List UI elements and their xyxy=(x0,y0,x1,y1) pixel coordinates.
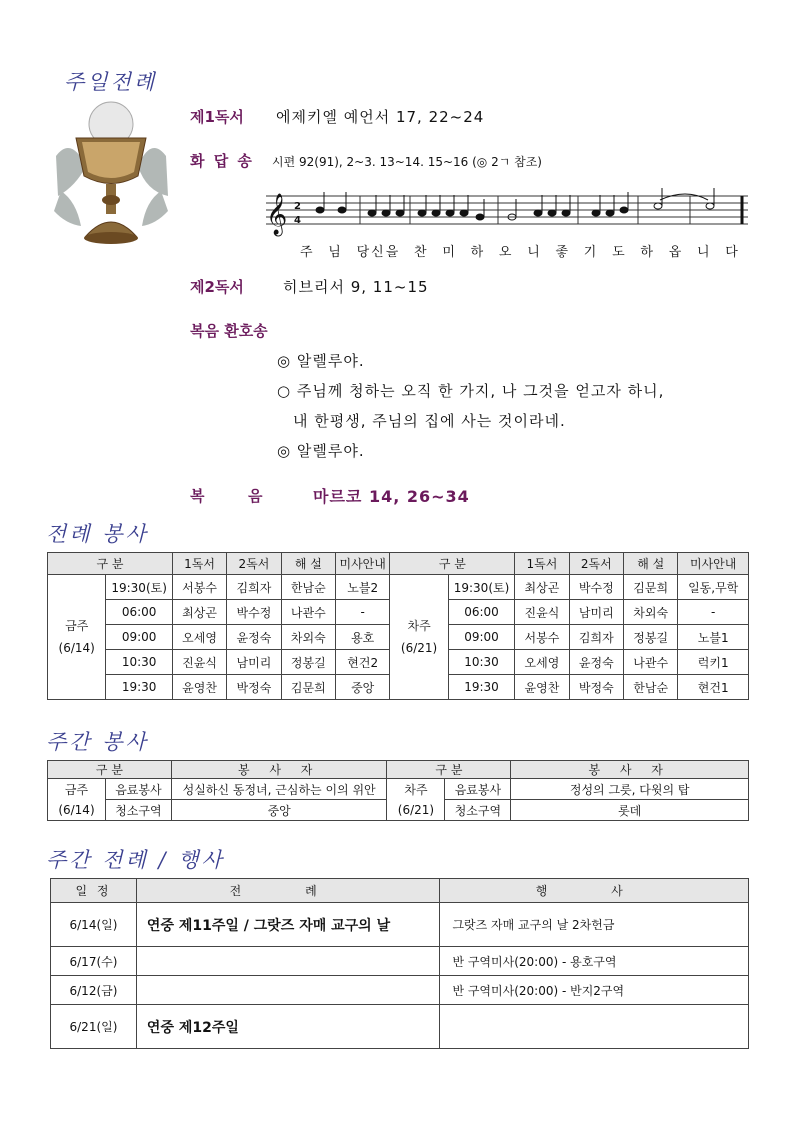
table-cell: 나관수 xyxy=(624,650,678,675)
table-cell: 최상곤 xyxy=(172,600,226,625)
event-activity: 반 구역미사(20:00) - 용호구역 xyxy=(440,947,749,976)
acclamation-label: 복음 환호송 xyxy=(190,322,268,340)
table-cell: 김희자 xyxy=(227,575,281,600)
event-activity xyxy=(440,1005,749,1049)
header-cell: 행 사 xyxy=(440,879,749,903)
table-cell: 남미리 xyxy=(227,650,281,675)
music-staff xyxy=(262,188,752,238)
table-cell: 19:30 xyxy=(106,675,172,700)
table-header-row xyxy=(48,553,749,575)
table-cell: 10:30 xyxy=(448,650,514,675)
chalice-icon xyxy=(46,96,176,256)
table-cell: 럭키1 xyxy=(678,650,749,675)
lyric-syllable: 하 xyxy=(640,245,655,260)
table-cell: 일동,무학 xyxy=(678,575,749,600)
table-cell: 김희자 xyxy=(569,625,623,650)
lyric-syllable: 옵 xyxy=(668,245,684,260)
table-cell: 06:00 xyxy=(106,600,172,625)
lyric-syllable: 하 xyxy=(470,245,486,260)
acclamation-line: ◎ 알렐루야. xyxy=(277,442,365,460)
week-label: 차주 xyxy=(407,619,431,633)
table-cell: 정봉길 xyxy=(624,625,678,650)
event-date: 6/21(일) xyxy=(51,1005,137,1049)
weekly-service-table xyxy=(47,760,749,821)
table-cell: 09:00 xyxy=(448,625,514,650)
table-cell: 박정숙 xyxy=(569,675,623,700)
table-cell: 나관수 xyxy=(281,600,335,625)
header-cell: 구 분 xyxy=(387,761,511,779)
table-cell: 윤정숙 xyxy=(227,625,281,650)
table-cell: 남미리 xyxy=(569,600,623,625)
section-title-weekly-events: 주간 전례 / 행사 xyxy=(46,848,225,872)
lyric-syllable: 오 xyxy=(498,245,514,260)
table-cell: 윤영찬 xyxy=(172,675,226,700)
table-cell: 중앙 xyxy=(171,800,387,821)
header-cell: 구 분 xyxy=(48,761,172,779)
event-liturgy: 연중 제12주일 xyxy=(136,1005,440,1049)
liturgy-service-table xyxy=(47,552,749,700)
header-cell: 구 분 xyxy=(390,553,515,575)
table-cell: 박정숙 xyxy=(227,675,281,700)
event-date: 6/14(일) xyxy=(51,903,137,947)
header-cell: 미사안내 xyxy=(678,553,749,575)
event-date: 6/12(금) xyxy=(51,976,137,1005)
weekly-events-table xyxy=(50,878,749,1049)
week-cell xyxy=(387,779,445,821)
table-cell: 윤영찬 xyxy=(515,675,569,700)
first-reading-text: 에제키엘 예언서 17, 22~24 xyxy=(276,108,485,126)
lyric-syllable: 미 xyxy=(442,245,457,260)
table-cell: 청소구역 xyxy=(105,800,171,821)
event-date: 6/17(수) xyxy=(51,947,137,976)
week-label: 차주 xyxy=(404,782,428,797)
event-liturgy xyxy=(136,947,440,976)
week-label: 금주 xyxy=(65,619,89,633)
second-reading-label: 제2독서 xyxy=(190,278,244,296)
table-cell: 중앙 xyxy=(336,675,390,700)
header-cell: 해 설 xyxy=(281,553,335,575)
table-cell: 진윤식 xyxy=(172,650,226,675)
lyric-syllable: 니 xyxy=(696,245,712,260)
week-cell xyxy=(390,575,448,700)
header-cell: 전 례 xyxy=(136,879,440,903)
table-cell: - xyxy=(678,600,749,625)
table-cell: 차외숙 xyxy=(624,600,678,625)
table-cell: 박수정 xyxy=(569,575,623,600)
table-cell: 박수정 xyxy=(227,600,281,625)
table-cell: 진윤식 xyxy=(515,600,569,625)
table-cell: 최상곤 xyxy=(515,575,569,600)
psalm-text: 시편 92(91), 2~3. 13~14. 15~16 (◎ 2ㄱ 참조) xyxy=(272,155,542,169)
table-cell: 차외숙 xyxy=(281,625,335,650)
table-row xyxy=(48,575,749,600)
second-reading-text: 히브리서 9, 11~15 xyxy=(283,278,429,296)
header-cell: 봉 사 자 xyxy=(511,761,749,779)
table-cell: 06:00 xyxy=(448,600,514,625)
week-date: (6/14) xyxy=(58,802,95,817)
gospel-label-1: 복 xyxy=(190,487,205,505)
section-title-weekly-service: 주간 봉사 xyxy=(46,730,149,754)
table-cell: 오세영 xyxy=(172,625,226,650)
table-header-row xyxy=(48,761,749,779)
week-date: (6/21) xyxy=(397,802,435,817)
event-activity: 반 구역미사(20:00) - 반지2구역 xyxy=(440,976,749,1005)
week-label: 금주 xyxy=(64,782,89,797)
table-cell: 성실하신 동정녀, 근심하는 이의 위안 xyxy=(171,779,387,800)
week-date: (6/21) xyxy=(400,641,438,655)
event-activity: 그랏즈 자매 교구의 날 2차헌금 xyxy=(440,903,749,947)
table-cell: 19:30(토) xyxy=(106,575,172,600)
table-cell: 용호 xyxy=(336,625,390,650)
header-cell: 미사안내 xyxy=(336,553,390,575)
svg-text:2: 2 xyxy=(294,201,301,212)
table-cell: 한남순 xyxy=(281,575,335,600)
table-row xyxy=(51,976,749,1005)
psalm-label: 화 답 송 xyxy=(190,152,254,170)
table-cell: - xyxy=(336,600,390,625)
acclamation-line: ○ 주님께 청하는 오직 한 가지, 나 그것을 얻고자 하니, xyxy=(277,382,665,400)
lyric-syllable: 다 xyxy=(725,245,740,260)
table-header-row xyxy=(51,879,749,903)
table-cell: 19:30 xyxy=(448,675,514,700)
table-cell: 한남순 xyxy=(624,675,678,700)
table-cell: 음료봉사 xyxy=(445,779,511,800)
table-cell: 서봉수 xyxy=(172,575,226,600)
acclamation-line: ◎ 알렐루야. xyxy=(277,352,365,370)
treble-clef-icon: 𝄞 xyxy=(266,194,288,235)
header-cell: 해 설 xyxy=(624,553,678,575)
table-cell: 정봉길 xyxy=(281,650,335,675)
table-cell: 김문희 xyxy=(624,575,678,600)
table-row xyxy=(51,1005,749,1049)
week-cell xyxy=(48,575,106,700)
lyric-syllable: 찬 xyxy=(414,245,429,260)
lyric-syllable: 당신을 xyxy=(356,245,401,260)
header-cell: 일 정 xyxy=(51,879,137,903)
table-cell: 정성의 그릇, 다윗의 탑 xyxy=(511,779,749,800)
table-cell: 서봉수 xyxy=(515,625,569,650)
lyric-syllable: 도 xyxy=(612,245,627,260)
table-cell: 노블2 xyxy=(336,575,390,600)
table-cell: 윤정숙 xyxy=(569,650,623,675)
header-cell: 구 분 xyxy=(48,553,173,575)
gospel-text: 마르코 14, 26~34 xyxy=(313,487,470,506)
table-cell: 노블1 xyxy=(678,625,749,650)
lyric-syllable: 좋 xyxy=(555,245,571,260)
psalm-lyrics xyxy=(300,241,740,260)
header-cell: 봉 사 자 xyxy=(171,761,387,779)
svg-text:4: 4 xyxy=(294,215,301,226)
first-reading-label: 제1독서 xyxy=(190,108,244,126)
table-cell: 음료봉사 xyxy=(105,779,171,800)
table-cell: 청소구역 xyxy=(445,800,511,821)
event-liturgy: 연중 제11주일 / 그랏즈 자매 교구의 날 xyxy=(136,903,440,947)
week-date: (6/14) xyxy=(58,641,95,655)
header-cell: 2독서 xyxy=(227,553,281,575)
lyric-syllable: 님 xyxy=(328,245,343,260)
header-cell: 1독서 xyxy=(515,553,569,575)
table-cell: 10:30 xyxy=(106,650,172,675)
section-title-sunday-liturgy: 주일전례 xyxy=(64,70,158,94)
table-cell: 현건1 xyxy=(678,675,749,700)
week-cell xyxy=(48,779,106,821)
table-cell: 19:30(토) xyxy=(448,575,514,600)
event-liturgy xyxy=(136,976,440,1005)
lyric-syllable: 주 xyxy=(300,245,315,260)
lyric-syllable: 기 xyxy=(583,245,599,260)
header-cell: 1독서 xyxy=(172,553,226,575)
table-cell: 김문희 xyxy=(281,675,335,700)
table-cell: 09:00 xyxy=(106,625,172,650)
table-cell: 현건2 xyxy=(336,650,390,675)
gospel-label-2: 음 xyxy=(248,487,263,505)
section-title-liturgy-service: 전례 봉사 xyxy=(46,522,149,546)
table-row xyxy=(48,779,749,800)
lyric-syllable: 니 xyxy=(527,245,542,260)
acclamation-line: 내 한평생, 주님의 집에 사는 것이라네. xyxy=(293,412,566,430)
table-cell: 롯데 xyxy=(511,800,749,821)
table-cell: 오세영 xyxy=(515,650,569,675)
header-cell: 2독서 xyxy=(569,553,623,575)
table-row xyxy=(51,903,749,947)
table-row xyxy=(51,947,749,976)
